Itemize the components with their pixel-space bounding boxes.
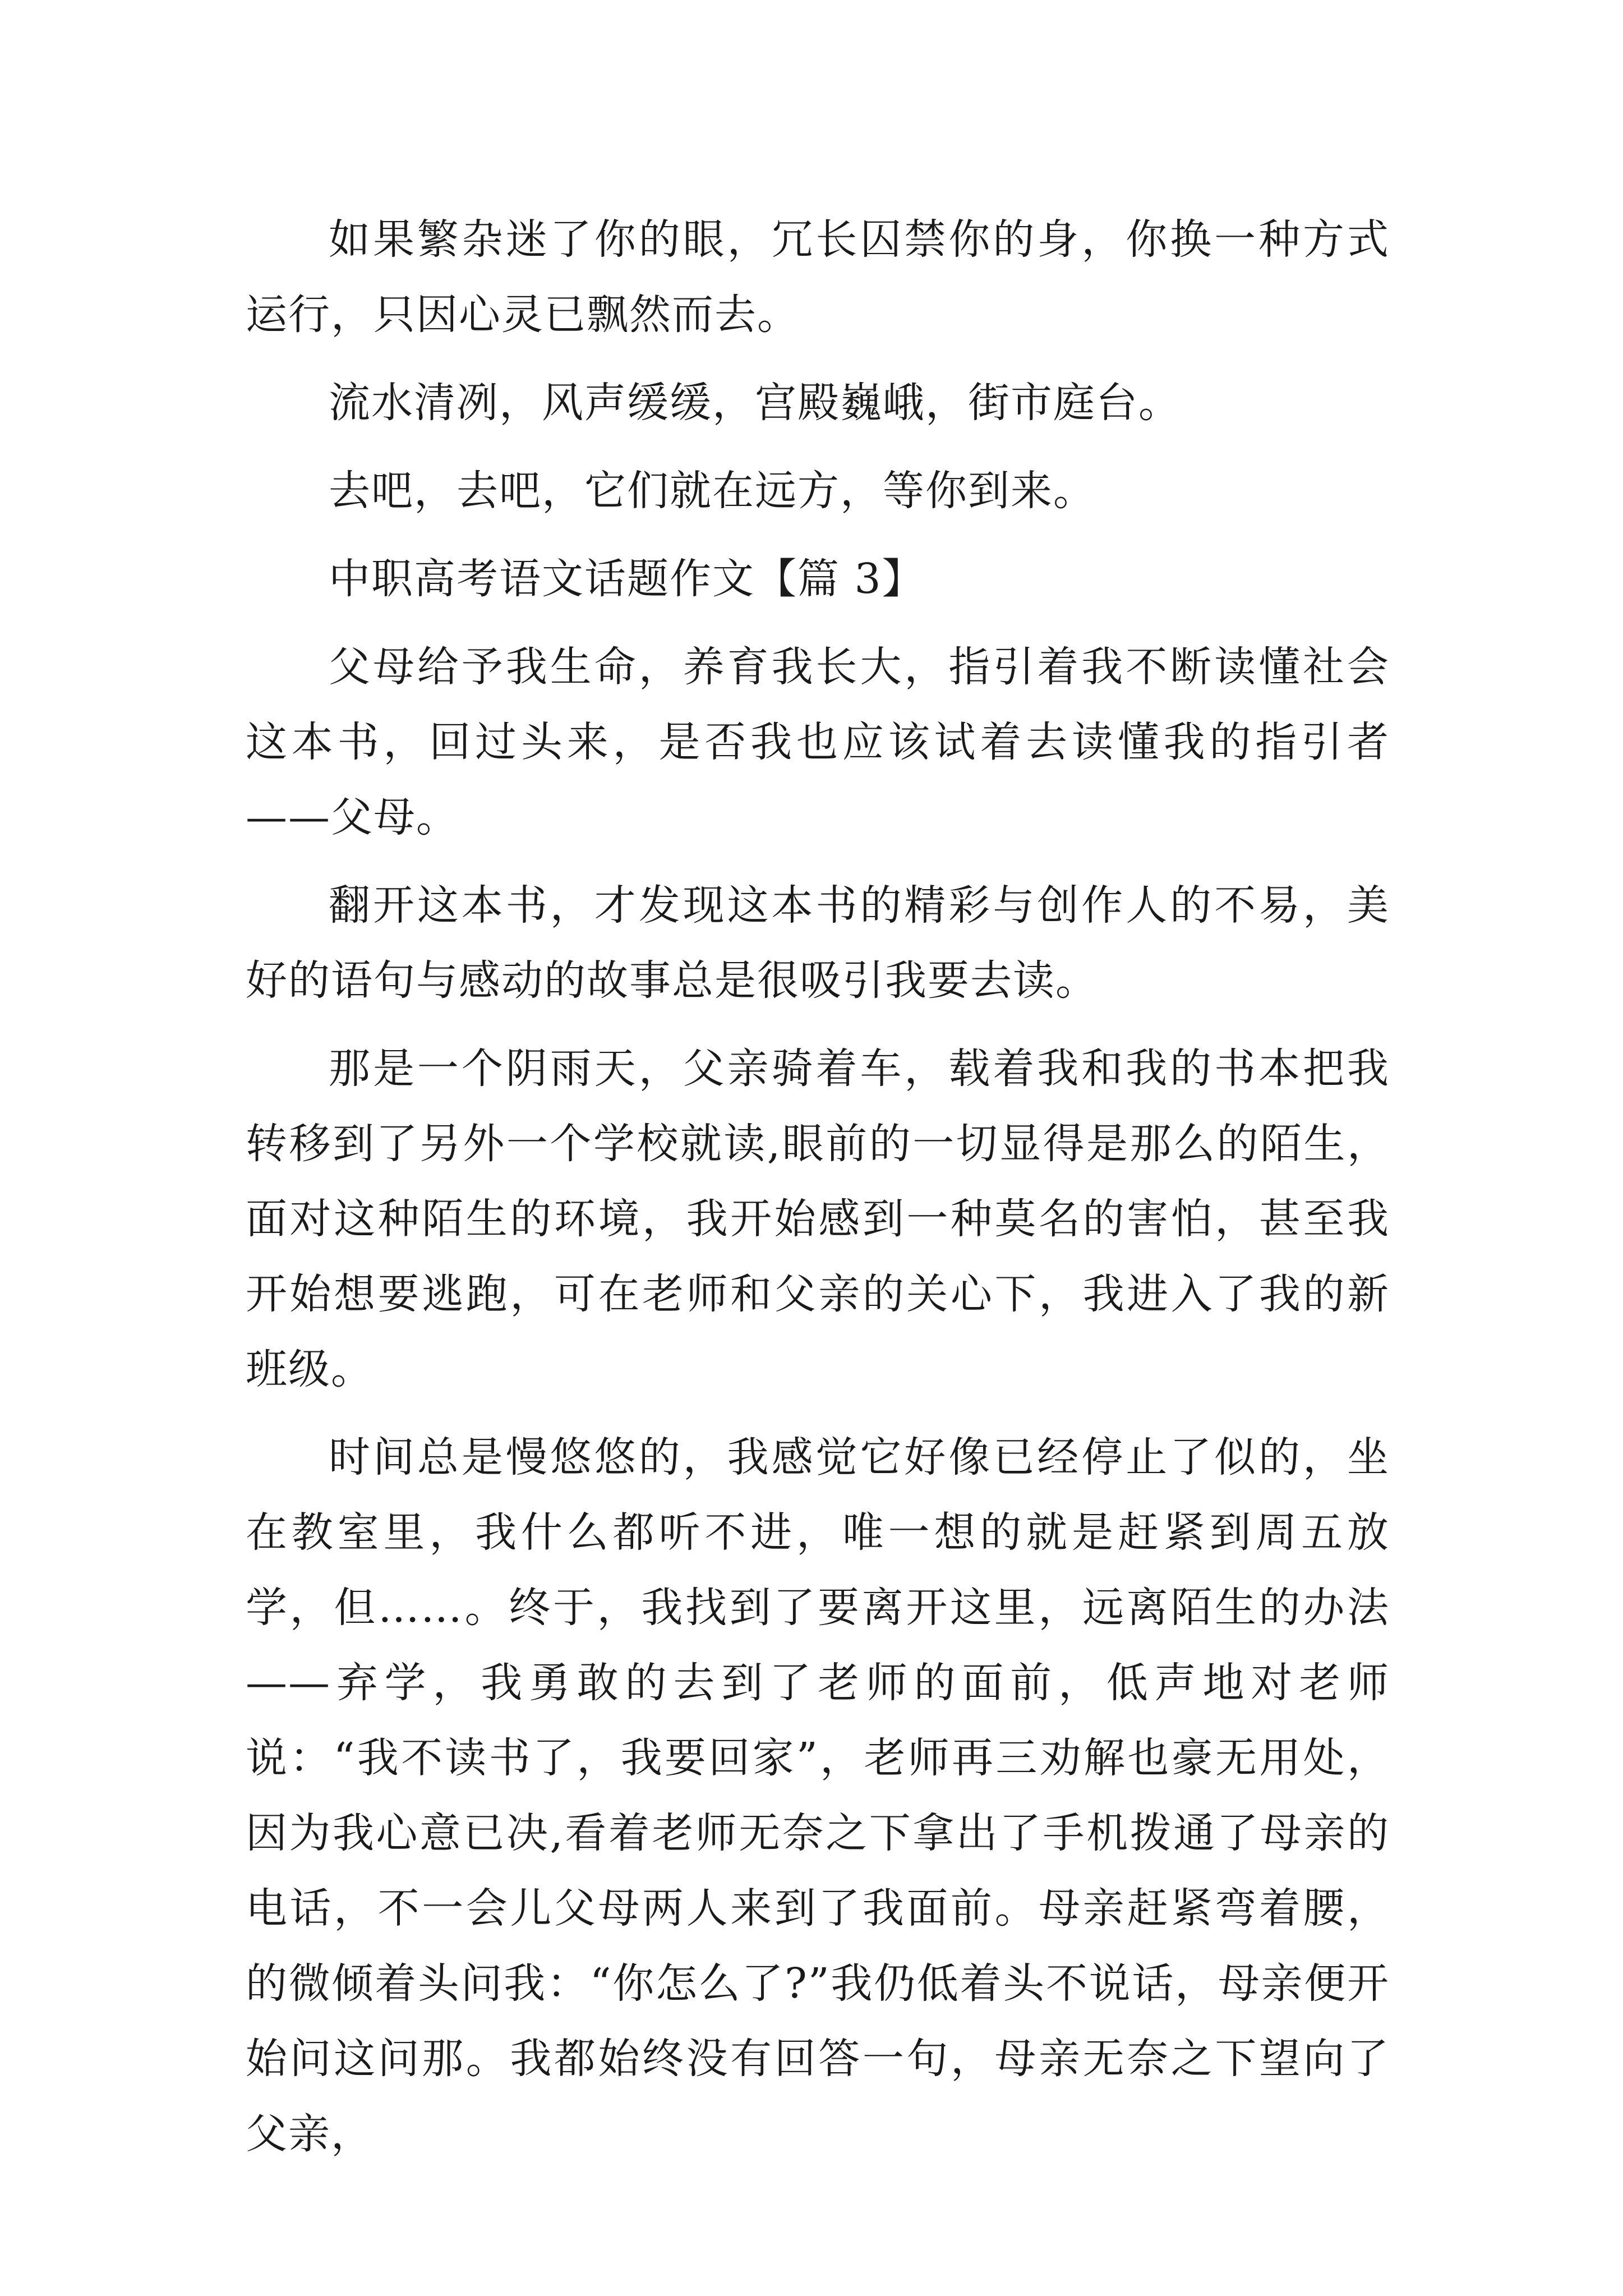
document-body [246, 202, 1390, 2184]
paragraph-time: 时间总是慢悠悠的，我感觉它好像已经停止了似的，坐在教室里，我什么都听不进，唯一想的就是赶紧到周五放学，但……。终于，我找到了要离开这里，远离陌生的办法——弃学，我勇敢的去到了老师的面前，低声地对老师说：“我不读书了，我要回家”，老师再三劝解也豪无用处，因为我心意已决,看着老师无奈之下拿出了手机拨通了母亲的电话，不一会儿父母两人来到了我面前。母亲赶紧弯着腰，的微倾着头问我：“你怎么了?”我仍低着头不说话，母亲便开始问这问那。我都始终没有回答一句，母亲无奈之下望向了父亲， [246, 1433, 1390, 2158]
paragraph-parents: 父母给予我生命，养育我长大，指引着我不断读懂社会这本书，回过头来，是否我也应该试着去读懂我的指引者——父母。 [246, 643, 1390, 841]
section-heading: 中职高考语文话题作文【篇 3】 [329, 555, 925, 603]
paragraph-scenery: 流水清冽，风声缓缓，宫殿巍峨，街市庭台。 [329, 379, 1181, 427]
paragraph-intro: 如果繁杂迷了你的眼，冗长囚禁你的身，你换一种方式运行，只因心灵已飘然而去。 [246, 215, 1390, 339]
paragraph-go: 去吧，去吧，它们就在远方，等你到来。 [329, 467, 1096, 515]
paragraph-book: 翻开这本书，才发现这本书的精彩与创作人的不易，美好的语句与感动的故事总是很吸引我要去读。 [246, 881, 1390, 1005]
paragraph-rainy-day: 那是一个阴雨天，父亲骑着车，载着我和我的书本把我转移到了另外一个学校就读,眼前的一切显得是那么的陌生，面对这种陌生的环境，我开始感到一种莫名的害怕，甚至我开始想要逃跑，可在老师和父亲的关心下，我进入了我的新班级。 [246, 1045, 1390, 1393]
